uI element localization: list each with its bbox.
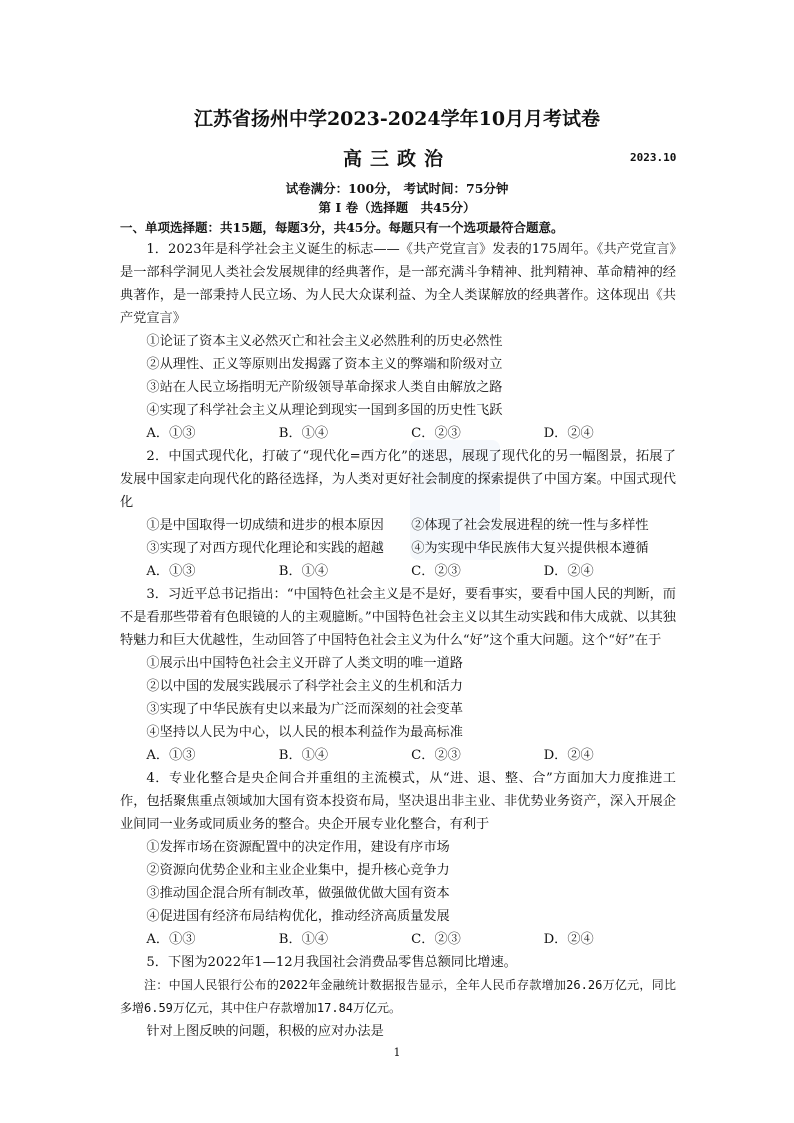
option-row [120,537,676,560]
question-stem: 4．专业化整合是央企间合并重组的主流模式，从“进、退、整、合”方面加大力度推进工作，包括聚焦重点领域加大国有资本投资布局，坚决退出非主业、非优势业务资产，深入开展企业间同一业务或同质业务的整合。央企开展专业化整合，有利于 [120,771,676,832]
choice-d: D．②④ [543,932,594,947]
question-option: ②从理性、正义等原则出发揭露了资本主义的弊端和阶级对立 [146,357,503,372]
question-stem: 5．下图为2022年1—12月我国社会消费品零售总额同比增速。 [146,955,517,970]
exam-title: 江苏省扬州中学2023-2024学年10月月考试卷 [193,108,601,130]
question-stem: 2．中国式现代化，打破了“现代化=西方化”的迷思，展现了现代化的另一幅图景，拓展了发展中国家走向现代化的路径选择，为人类对更好社会制度的探索提供了中国方案。中国式现代化 [120,449,676,510]
choice-b: B．①④ [278,564,329,579]
page-number: 1 [393,1046,401,1059]
choice-c: C．②③ [411,426,461,441]
choice-b: B．①④ [278,748,329,763]
question-option: ④为实现中华民族伟大复兴提供根本遵循 [411,541,649,556]
question-option: ①展示出中国特色社会主义开辟了人类文明的唯一道路 [146,656,463,671]
choice-a: A．①③ [146,748,196,763]
question-option: ①是中国取得一切成绩和进步的根本原因 [146,518,384,533]
choice-b: B．①④ [278,932,329,947]
answer-choices [120,928,676,951]
question-option: ②体现了社会发展进程的统一性与多样性 [411,518,649,533]
answer-choices [120,422,676,445]
question-stem: 1．2023年是科学社会主义诞生的标志——《共产党宣言》发表的175周年。《共产党宣言》是一部科学洞见人类社会发展规律的经典著作，是一部充满斗争精神、批判精神、革命精神的经典著作，是一部秉持人民立场、为人民大众谋利益、为全人类谋解放的经典著作。这体现出《共产党宣言》 [120,242,676,326]
choice-c: C．②③ [411,564,461,579]
question-stem: 3．习近平总书记指出：“中国特色社会主义是不是好，要看事实，要看中国人民的判断，而不是看那些带着有色眼镜的人的主观臆断。”中国特色社会主义以其生动实践和伟大成就、以其独特魅力和巨大优越性，生动回答了中国特色社会主义为什么“好”这个重大问题。这个“好”在于 [120,587,676,648]
choice-c: C．②③ [411,748,461,763]
question-option: ③实现了对西方现代化理论和实践的超越 [146,541,384,556]
question-option: ④促进国有经济布局结构优化，推动经济高质量发展 [146,909,450,924]
question-option: ②以中国的发展实践展示了科学社会主义的生机和活力 [146,679,463,694]
question-option: ③实现了中华民族有史以来最为广泛而深刻的社会变革 [146,702,463,717]
exam-date: 2023.10 [630,151,677,164]
question-option: ①论证了资本主义必然灭亡和社会主义必然胜利的历史必然性 [146,334,503,349]
question-option: ①发挥市场在资源配置中的决定作用，建设有序市场 [146,840,450,855]
section-heading: 一、单项选择题：共15题，每题3分，共45分。每题只有一个选项最符合题意。 [120,220,564,235]
answer-choices [120,744,676,767]
option-row [120,514,676,537]
question-note: 注：中国人民银行公布的2022年金融统计数据报告显示，全年人民币存款增加26.26万亿元，同比多增6.59万亿元，其中住户存款增加17.84万亿元。 [120,978,676,1015]
choice-a: A．①③ [146,932,196,947]
question-tail: 针对上图反映的问题，积极的应对办法是 [146,1024,384,1039]
subject-title: 高三政治 [342,148,451,170]
choice-a: A．①③ [146,426,196,441]
question-option: ②资源向优势企业和主业企业集中，提升核心竞争力 [146,863,450,878]
choice-d: D．②④ [543,564,594,579]
choice-d: D．②④ [543,748,594,763]
part-heading: 第 Ⅰ 卷（选择题 共45分） [318,200,476,215]
answer-choices [120,560,676,583]
questions-body [120,238,676,1043]
question-option: ③推动国企混合所有制改革，做强做优做大国有资本 [146,886,450,901]
choice-a: A．①③ [146,564,196,579]
choice-c: C．②③ [411,932,461,947]
question-option: ③站在人民立场指明无产阶级领导革命探求人类自由解放之路 [146,380,503,395]
question-option: ④实现了科学社会主义从理论到现实一国到多国的历史性飞跃 [146,403,503,418]
exam-info: 试卷满分：100分， 考试时间：75分钟 [285,181,509,196]
question-option: ④坚持以人民为中心，以人民的根本利益作为最高标准 [146,725,463,740]
choice-b: B．①④ [278,426,329,441]
choice-d: D．②④ [543,426,594,441]
